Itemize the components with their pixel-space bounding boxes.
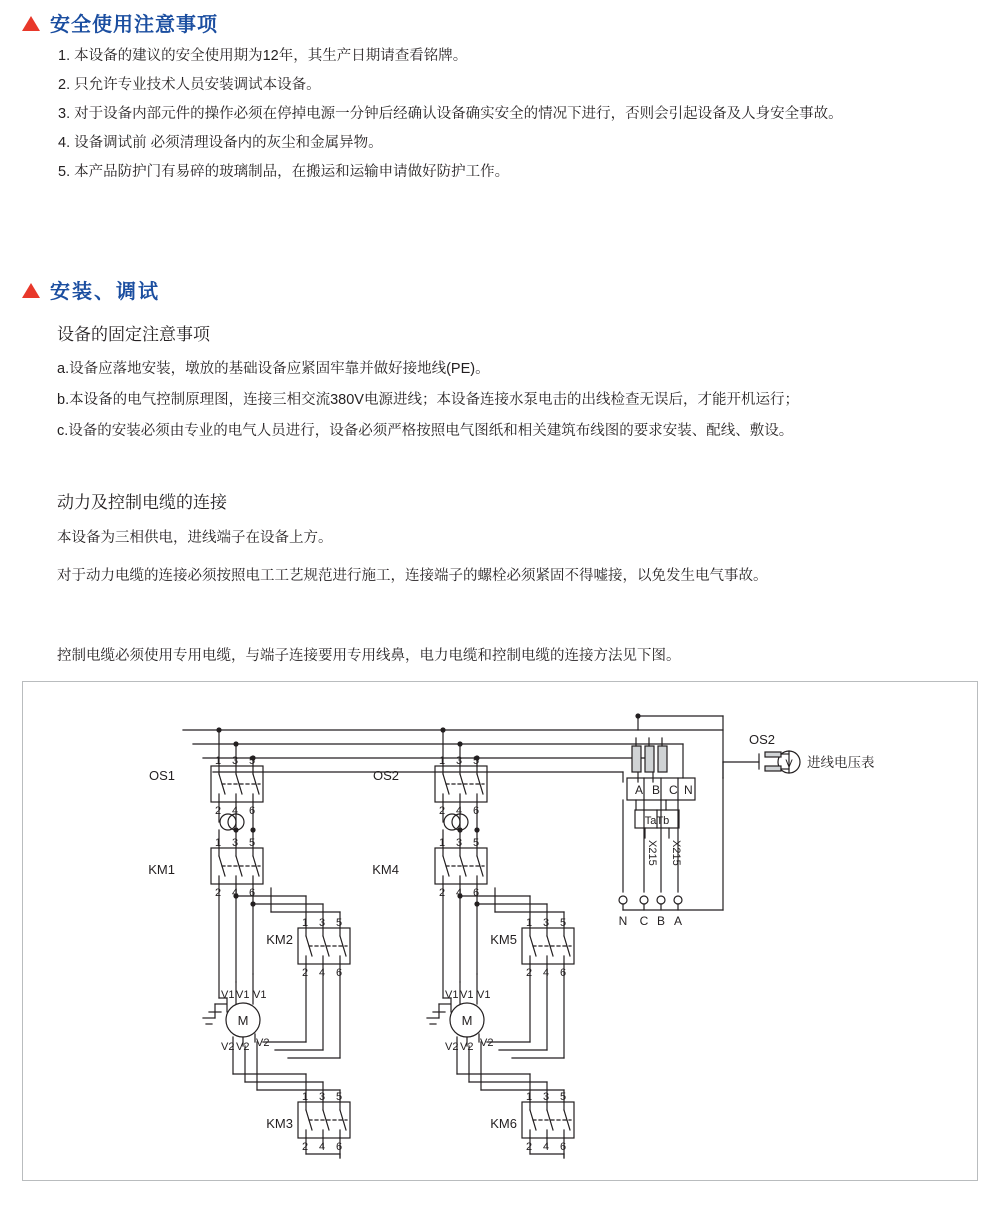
winding-label-v2: V2 (236, 1041, 250, 1053)
winding-label-v1: V1 (445, 989, 459, 1001)
section-heading-install (22, 275, 160, 304)
contact-number: 4 (319, 967, 326, 979)
winding-label-v2: V2 (460, 1041, 474, 1053)
contact-number: 1 (302, 917, 309, 929)
contact-number: 4 (456, 805, 463, 817)
contact-number: 3 (456, 755, 463, 767)
contact-number: 4 (456, 887, 463, 899)
motor-label: M (461, 1013, 473, 1028)
list-item: 5. 本产品防护门有易碎的玻璃制品，在搬运和运输申请做好防护工作。 (58, 164, 510, 180)
winding-label-v1: V1 (221, 989, 235, 1001)
motor-label: M (237, 1013, 249, 1028)
contact-number: 4 (319, 1141, 326, 1153)
safety-list (58, 42, 958, 187)
terminal-label-c: C (669, 783, 678, 797)
paragraph: 对于动力电缆的连接必须按照电工工艺规范进行施工，连接端子的螺栓必须紧固不得嘘接，以免发生电气事故。 (57, 568, 768, 584)
contact-number: 6 (336, 1141, 343, 1153)
contact-number: 2 (302, 967, 309, 979)
label-km4: KM4 (372, 862, 399, 877)
contact-number: 1 (215, 837, 222, 849)
terminal-label-a: A (673, 914, 683, 928)
paragraph: 本设备为三相供电，进线端子在设备上方。 (57, 530, 333, 546)
label-os2-left: OS2 (372, 768, 399, 783)
contact-number: 6 (249, 805, 256, 817)
contact-number: 3 (543, 917, 550, 929)
contact-number: 5 (336, 917, 343, 929)
label-ta-tb: TaTb (644, 815, 670, 827)
label-km6: KM6 (490, 1116, 517, 1131)
contact-number: 1 (526, 1091, 533, 1103)
wiring-diagram-frame (22, 681, 978, 1181)
label-km1: KM1 (148, 862, 175, 877)
subsection-title-cable: 动力及控制电缆的连接 (57, 493, 227, 512)
contact-number: 1 (439, 837, 446, 849)
paragraph: c.设备的安装必须由专业的电气人员进行，设备必须严格按照电气图纸和相关建筑布线图的要求安装、配线、敷设。 (57, 423, 794, 439)
label-km5: KM5 (490, 932, 517, 947)
terminal-label-n: N (618, 914, 628, 928)
winding-label-v2: V2 (256, 1037, 270, 1049)
contact-number: 2 (302, 1141, 309, 1153)
contact-number: 2 (526, 1141, 533, 1153)
label-x215: X215 (670, 840, 682, 866)
contact-number: 2 (526, 967, 533, 979)
contact-number: 2 (215, 887, 222, 899)
winding-label-v1: V1 (477, 989, 491, 1001)
label-km3: KM3 (266, 1116, 293, 1131)
contact-number: 5 (560, 917, 567, 929)
terminal-label-n: N (684, 783, 693, 797)
contact-number: 3 (543, 1091, 550, 1103)
contact-number: 3 (319, 917, 326, 929)
contact-number: 1 (215, 755, 222, 767)
contact-number: 3 (319, 1091, 326, 1103)
contact-number: 4 (232, 887, 239, 899)
contact-number: 5 (473, 755, 480, 767)
terminal-label-c: C (639, 914, 649, 928)
terminal-label-a: A (635, 783, 644, 797)
contact-number: 2 (215, 805, 222, 817)
winding-label-v1: V1 (236, 989, 250, 1001)
winding-label-v2: V2 (480, 1037, 494, 1049)
contact-number: 2 (439, 805, 446, 817)
contact-number: 2 (439, 887, 446, 899)
triangle-bullet-icon (22, 283, 40, 298)
section-heading-safety (22, 8, 218, 37)
contact-number: 6 (560, 967, 567, 979)
label-os2-right: OS2 (749, 732, 776, 747)
contact-number: 1 (302, 1091, 309, 1103)
list-item: 4. 设备调试前 必须清理设备内的灰尘和金属异物。 (58, 135, 383, 151)
paragraph: b.本设备的电气控制原理图，连接三相交流380V电源进线；本设备连接水泵电击的出线检查无误后，才能开机运行； (57, 392, 799, 408)
list-item: 3. 对于设备内部元件的操作必须在停掉电源一分钟后经确认设备确实安全的情况下进行，否则会引起设备及人身安全事故。 (58, 106, 843, 122)
contact-number: 5 (560, 1091, 567, 1103)
winding-label-v1: V1 (253, 989, 267, 1001)
label-km2: KM2 (266, 932, 293, 947)
contact-number: 5 (336, 1091, 343, 1103)
list-item: 1. 本设备的建议的安全使用期为12年，其生产日期请查看铭牌。 (58, 48, 468, 64)
contact-number: 1 (439, 755, 446, 767)
subsection-title-fixing: 设备的固定注意事项 (57, 325, 210, 344)
winding-label-v1: V1 (460, 989, 474, 1001)
contact-number: 5 (473, 837, 480, 849)
terminal-label-b: B (652, 783, 661, 797)
contact-number: 6 (473, 805, 480, 817)
contact-number: 6 (249, 887, 256, 899)
contact-number: 3 (232, 755, 239, 767)
wiring-diagram (23, 682, 977, 1180)
contact-number: 5 (249, 755, 256, 767)
contact-number: 6 (336, 967, 343, 979)
label-os1: OS1 (148, 768, 175, 783)
contact-number: 4 (543, 967, 550, 979)
contact-number: 6 (473, 887, 480, 899)
label-voltmeter-text: 进线电压表 (807, 755, 875, 770)
label-x215: X215 (646, 840, 658, 866)
contact-number: 6 (560, 1141, 567, 1153)
paragraph: 控制电缆必须使用专用电缆，与端子连接要用专用线鼻，电力电缆和控制电缆的连接方法见下图。 (57, 648, 681, 664)
triangle-bullet-icon (22, 16, 40, 31)
winding-label-v2: V2 (445, 1041, 459, 1053)
contact-number: 3 (456, 837, 463, 849)
label-voltmeter: V (785, 758, 793, 770)
section-title-safety: 安全使用注意事项 (50, 14, 218, 36)
terminal-label-b: B (656, 914, 666, 928)
contact-number: 4 (543, 1141, 550, 1153)
contact-number: 5 (249, 837, 256, 849)
contact-number: 4 (232, 805, 239, 817)
list-item: 2. 只允许专业技术人员安装调试本设备。 (58, 77, 321, 93)
winding-label-v2: V2 (221, 1041, 235, 1053)
section-title-install: 安装、调试 (50, 281, 160, 303)
paragraph: a.设备应落地安装，墩放的基础设备应紧固牢靠并做好接地线(PE)。 (57, 361, 490, 377)
contact-number: 3 (232, 837, 239, 849)
contact-number: 1 (526, 917, 533, 929)
